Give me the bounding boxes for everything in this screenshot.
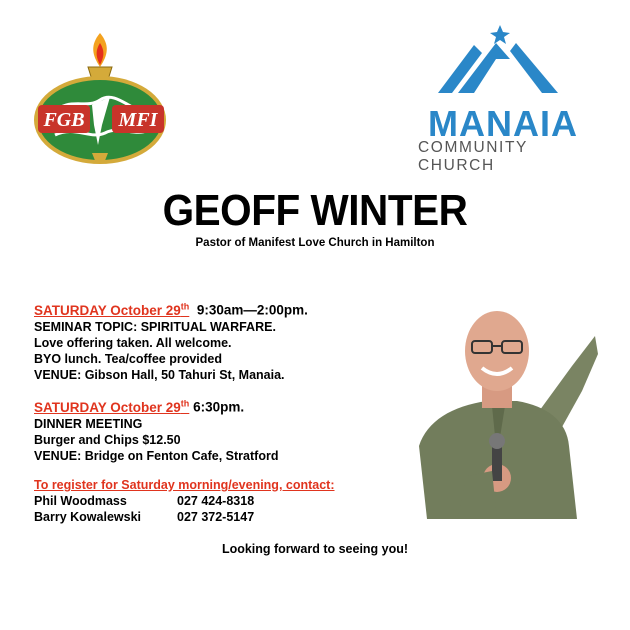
event-morning-line: Love offering taken. All welcome.	[34, 335, 232, 350]
manaia-logo	[418, 25, 603, 174]
contact-row	[34, 509, 335, 525]
speaker-photo	[397, 296, 598, 519]
page-title: GEOFF WINTER	[162, 186, 468, 235]
event-evening	[34, 395, 278, 464]
fgbmfi-logo	[30, 25, 170, 165]
page-subtitle: Pastor of Manifest Love Church in Hamilton	[195, 237, 435, 249]
contact-row	[34, 493, 335, 509]
event-morning-time: 9:30am—2:00pm.	[196, 302, 308, 318]
event-evening-line: Burger and Chips $12.50	[34, 432, 181, 447]
fgb-right-letters: MFI	[118, 109, 158, 131]
event-morning-heading	[34, 298, 308, 319]
event-morning-line: VENUE: Gibson Hall, 50 Tahuri St, Manaia.	[34, 367, 285, 382]
event-evening-heading	[34, 395, 278, 416]
registration-heading: To register for Saturday morning/evening, contact:	[34, 478, 335, 492]
event-morning-line: BYO lunch. Tea/coffee provided	[34, 351, 222, 366]
contact-phone: 027 424-8318	[177, 494, 255, 508]
contact-name: Barry Kowalewski	[34, 510, 141, 524]
event-morning-line: SEMINAR TOPIC: SPIRITUAL WARFARE.	[34, 319, 276, 334]
contact-name: Phil Woodmass	[34, 494, 127, 508]
event-morning-day: SATURDAY October 29th	[34, 301, 190, 318]
manaia-subtitle: COMMUNITY CHURCH	[418, 139, 528, 174]
manaia-wordmark: MANAIA	[428, 103, 578, 144]
event-evening-line: DINNER MEETING	[34, 416, 143, 431]
contact-phone: 027 372-5147	[177, 510, 255, 524]
event-evening-time: 6:30pm.	[193, 399, 245, 415]
fgb-left-letters: FGB	[43, 109, 85, 131]
event-morning	[34, 298, 308, 383]
manaia-mountain-icon	[418, 25, 603, 105]
event-evening-line: VENUE: Bridge on Fenton Cafe, Stratford	[34, 448, 279, 463]
closing-message: Looking forward to seeing you!	[221, 542, 409, 556]
registration-section	[34, 477, 335, 525]
event-evening-day: SATURDAY October 29th	[34, 398, 190, 415]
